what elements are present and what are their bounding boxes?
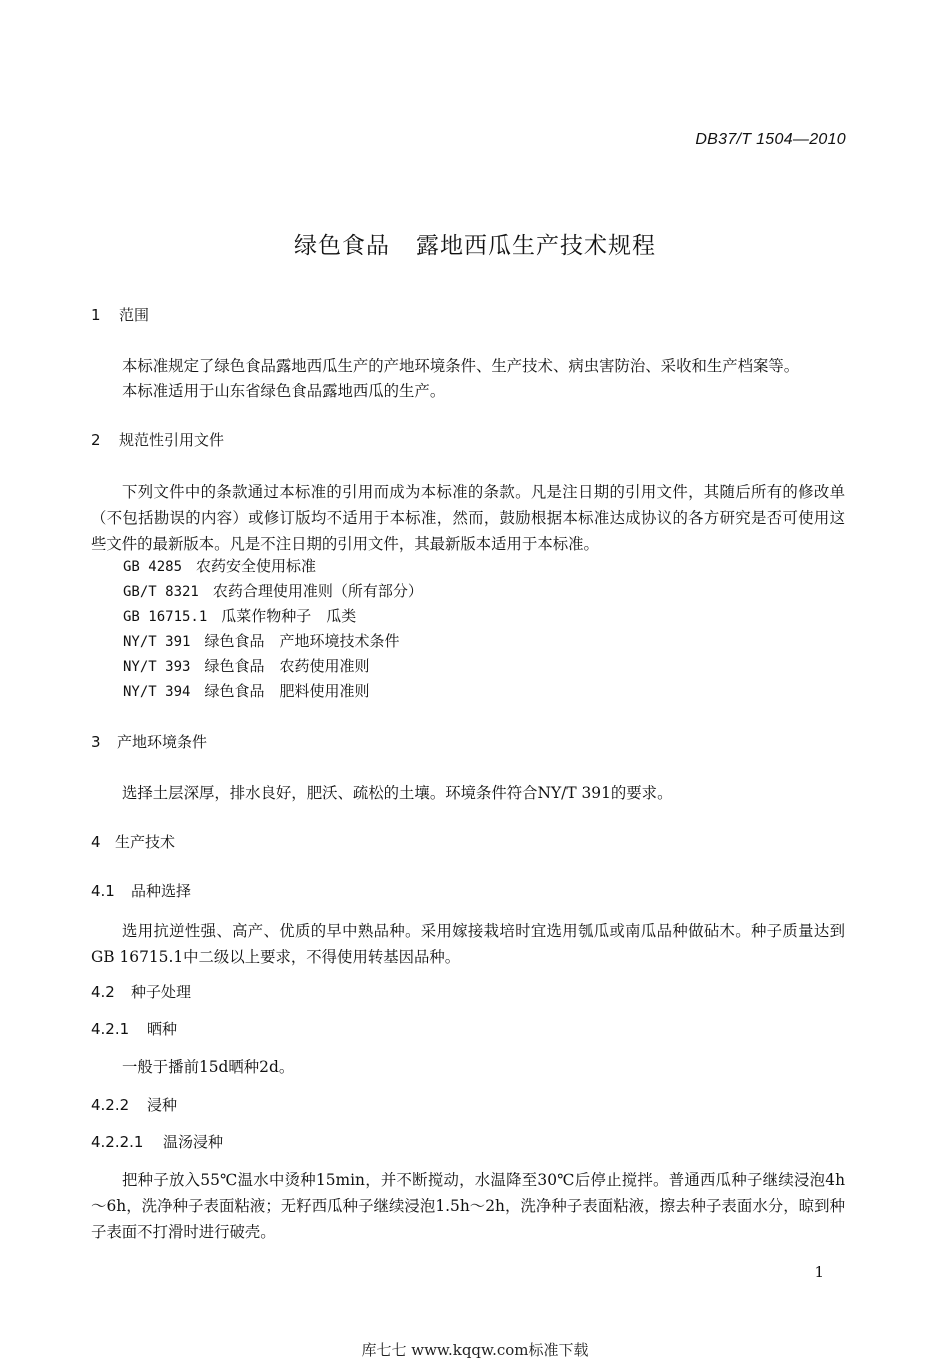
section-heading-4-1: 4.1 品种选择 — [91, 882, 192, 900]
reference-item: GB 4285 农药安全使用标准 — [123, 557, 317, 575]
page-number: 1 — [814, 1263, 824, 1281]
document-title — [0, 227, 950, 260]
section-heading-4: 4 生产技术 — [91, 833, 176, 851]
reference-item: GB/T 8321 农药合理使用准则（所有部分） — [123, 582, 423, 600]
section-heading-4-2: 4.2 种子处理 — [91, 983, 192, 1001]
reference-item: NY/T 391 绿色食品 产地环境技术条件 — [123, 632, 400, 650]
section-4-2-1-paragraph: 一般于播前15d晒种2d。 — [122, 1058, 295, 1076]
reference-item: NY/T 394 绿色食品 肥料使用准则 — [123, 682, 370, 700]
section-heading-2: 2 规范性引用文件 — [91, 431, 225, 449]
section-2-paragraph-1: 下列文件中的条款通过本标准的引用而成为本标准的条款。凡是注日期的引用文件，其随后所有的修改单（不包括勘误的内容）或修订版均不适用于本标准，然而，鼓励根据本标准达成协议的各方研究是否可使用这些文件的最新版本。凡是不注日期的引用文件，其最新版本适用于本标准。 — [91, 483, 845, 553]
section-1-paragraph-2: 本标准适用于山东省绿色食品露地西瓜的生产。 — [122, 382, 446, 400]
standard-code: DB37/T 1504—2010 — [695, 131, 846, 148]
section-heading-1: 1 范围 — [91, 306, 150, 324]
section-heading-4-2-1: 4.2.1 晒种 — [91, 1020, 178, 1038]
footer-watermark: 库七七 www.kqqw.com标准下载 — [361, 1341, 589, 1359]
title-part-1: 绿色食品 — [294, 233, 390, 259]
section-3-paragraph-1: 选择土层深厚，排水良好，肥沃、疏松的土壤。环境条件符合NY/T 391的要求。 — [122, 784, 673, 802]
section-heading-3: 3 产地环境条件 — [91, 733, 208, 751]
reference-item: GB 16715.1 瓜菜作物种子 瓜类 — [123, 607, 357, 625]
section-heading-4-2-2-1: 4.2.2.1 温汤浸种 — [91, 1133, 224, 1151]
title-part-2: 露地西瓜生产技术规程 — [416, 233, 656, 259]
section-1-paragraph-1: 本标准规定了绿色食品露地西瓜生产的产地环境条件、生产技术、病虫害防治、采收和生产档案等。 — [122, 357, 800, 375]
section-heading-4-2-2: 4.2.2 浸种 — [91, 1096, 178, 1114]
section-4-1-paragraph: 选用抗逆性强、高产、优质的早中熟品种。采用嫁接栽培时宜选用瓠瓜或南瓜品种做砧木。种子质量达到GB 16715.1中二级以上要求，不得使用转基因品种。 — [91, 922, 845, 966]
reference-item: NY/T 393 绿色食品 农药使用准则 — [123, 657, 370, 675]
section-4-2-2-1-paragraph: 把种子放入55℃温水中烫种15min，并不断搅动，水温降至30℃后停止搅拌。普通西瓜种子继续浸泡4h～6h，洗净种子表面粘液；无籽西瓜种子继续浸泡1.5h～2h，洗净种子表面粘液，擦去种子表面水分，晾到种子表面不打滑时进行破壳。 — [91, 1171, 845, 1241]
